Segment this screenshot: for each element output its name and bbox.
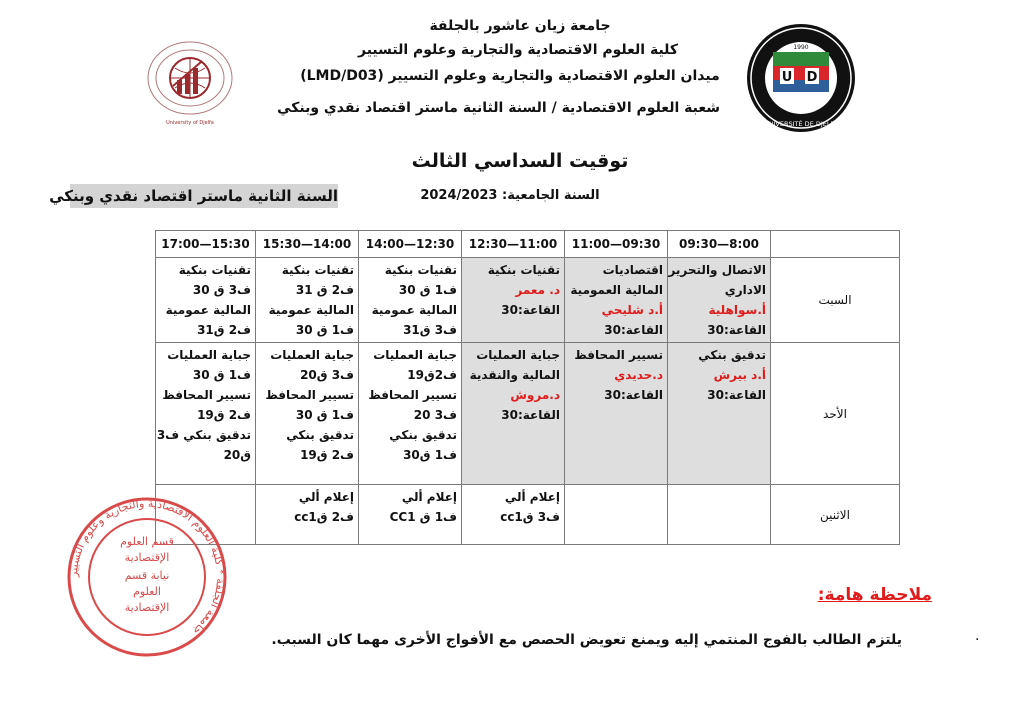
cell-line: إعلام ألي — [401, 490, 457, 504]
cell-line: ف2 قcc1 — [294, 510, 354, 524]
time-slot-header: 11:00—12:30 — [462, 231, 565, 258]
schedule-cell — [256, 343, 359, 485]
svg-text:الإقتصادية: الإقتصادية — [124, 601, 170, 614]
table-row — [156, 343, 900, 485]
cell-line: الاداري — [724, 283, 766, 297]
cell-line: المالية والنقدية — [469, 368, 560, 382]
cell-line: ف3 ق31 — [403, 323, 457, 337]
instructor-name: أ.سواهلية — [708, 303, 766, 317]
svg-text:جامعة الجلفة * كلية العلوم الا: جامعة الجلفة * كلية العلوم الاقتصادية والتجارية وعلوم التسيير — [66, 496, 228, 638]
instructor-name: د. معمر — [515, 283, 560, 297]
day-cell: السبت — [771, 258, 900, 343]
schedule-cell — [359, 258, 462, 343]
cell-line: تسيير المحافظ — [162, 388, 251, 402]
svg-text:العلوم: العلوم — [133, 585, 161, 598]
cohort-label: السنة الثانية ماستر اقتصاد نقدي وبنكي — [70, 184, 338, 208]
time-slot-header: 15:30—17:00 — [156, 231, 256, 258]
day-column-header — [771, 231, 900, 258]
schedule-cell — [565, 258, 668, 343]
cell-line: ف2 ق 31 — [295, 283, 354, 297]
schedule-cell — [462, 485, 565, 545]
cell-line: ف1 ق CC1 — [389, 510, 457, 524]
cell-line: القاعة:30 — [501, 303, 560, 317]
schedule-cell — [565, 343, 668, 485]
day-cell: الاثنين — [771, 485, 900, 545]
cell-line: القاعة:30 — [707, 388, 766, 402]
time-slot-header: 14:00—15:30 — [256, 231, 359, 258]
schedule-cell — [359, 485, 462, 545]
cell-line: ف1 ق 30 — [295, 323, 354, 337]
field-name: ميدان العلوم الاقتصادية والتجارية وعلوم التسيير (LMD/D03) — [300, 68, 720, 84]
svg-text:U: U — [781, 70, 793, 85]
schedule-cell — [462, 343, 565, 485]
faculty-name: كلية العلوم الاقتصادية والتجارية وعلوم التسيير — [357, 42, 679, 58]
schedule-cell — [156, 343, 256, 485]
instructor-name: أ.د شليحي — [601, 303, 663, 317]
cell-line: إعلام ألي — [504, 490, 560, 504]
table-header-row — [156, 231, 900, 258]
cell-line: تسيير المحافظ — [265, 388, 354, 402]
time-slot-header: 09:30—11:00 — [565, 231, 668, 258]
note-text: يلتزم الطالب بالفوج المنتمي إليه ويمنع تعويض الحصص مع الأفواج الأخرى مهما كان السبب. — [271, 632, 902, 648]
svg-text:الإقتصادية: الإقتصادية — [124, 551, 170, 564]
university-name: جامعة زيان عاشور بالجلفة — [429, 18, 611, 34]
cell-line: تسيير المحافظ — [574, 348, 663, 362]
cell-line: تدقيق بنكي — [698, 348, 766, 362]
schedule-cell — [256, 258, 359, 343]
schedule-table — [155, 230, 900, 545]
schedule-cell — [668, 343, 771, 485]
branch-name: شعبة العلوم الاقتصادية / السنة الثانية ماستر اقتصاد نقدي وبنكي — [277, 100, 720, 116]
schedule-cell — [668, 485, 771, 545]
cell-line: جباية العمليات — [476, 348, 560, 362]
cell-line: تقنيات بنكية — [487, 263, 560, 277]
page-title: توقيت السداسي الثالث — [411, 150, 629, 172]
time-slot-header: 12:30—14:00 — [359, 231, 462, 258]
cell-line: تقنيات بنكية — [384, 263, 457, 277]
faculty-logo — [135, 38, 245, 130]
day-cell: الأحد — [771, 343, 900, 485]
cell-line: تدقيق بنكي ف3 — [156, 428, 251, 442]
cell-line: ف3 ق 30 — [192, 283, 251, 297]
cell-line: تدقيق بنكي — [286, 428, 354, 442]
cell-line: القاعة:30 — [604, 323, 663, 337]
schedule-cell — [359, 343, 462, 485]
instructor-name: د.مروش — [510, 388, 560, 402]
cell-line: ف1 ق 30 — [398, 283, 457, 297]
university-logo — [745, 22, 857, 134]
cell-line: المالية عمومية — [371, 303, 457, 317]
schedule-cell — [565, 485, 668, 545]
cell-line: ف1 ق 30 — [295, 408, 354, 422]
table-row — [156, 258, 900, 343]
schedule-cell — [256, 485, 359, 545]
svg-text:UNIVERSITÉ DE DJELFA: UNIVERSITÉ DE DJELFA — [763, 120, 839, 128]
svg-text:1990: 1990 — [793, 44, 809, 51]
svg-text:قسم العلوم: قسم العلوم — [120, 535, 174, 548]
cell-line: تدقيق بنكي — [389, 428, 457, 442]
cell-line: اقتصاديات — [602, 263, 663, 277]
svg-text:D: D — [806, 70, 818, 85]
cell-line: ف2 ق19 — [300, 448, 354, 462]
cell-line: جباية العمليات — [167, 348, 251, 362]
cell-line: القاعة:30 — [707, 323, 766, 337]
schedule-cell — [462, 258, 565, 343]
cell-line: جباية العمليات — [373, 348, 457, 362]
time-slot-header: 8:00—09:30 — [668, 231, 771, 258]
cell-line: ف1 ق30 — [403, 448, 457, 462]
cell-line: ف1 ق 30 — [192, 368, 251, 382]
cell-line: إعلام ألي — [298, 490, 354, 504]
cell-line: ف3 20 — [413, 408, 457, 422]
cell-line: المالية عمومية — [268, 303, 354, 317]
instructor-name: أ.د بيرش — [713, 368, 766, 382]
cell-line: المالية العمومية — [570, 283, 663, 297]
cell-line: تسيير المحافظ — [368, 388, 457, 402]
svg-text:University of Djelfa: University of Djelfa — [166, 120, 214, 126]
department-stamp — [62, 495, 232, 660]
note-title: ملاحظة هامة: — [817, 585, 932, 605]
cell-line: ف2ق19 — [407, 368, 457, 382]
cell-line: المالية عمومية — [165, 303, 251, 317]
svg-text:نيابة قسم: نيابة قسم — [124, 569, 170, 582]
cell-line: ق20 — [223, 448, 251, 462]
cell-line: جباية العمليات — [270, 348, 354, 362]
table-row — [156, 485, 900, 545]
schedule-cell — [156, 258, 256, 343]
cell-line: القاعة:30 — [501, 408, 560, 422]
cell-line: القاعة:30 — [604, 388, 663, 402]
cell-line: ف3 قcc1 — [500, 510, 560, 524]
cell-line: ف3 ق20 — [300, 368, 354, 382]
cell-line: ف2 ق19 — [197, 408, 251, 422]
academic-year: السنة الجامعية: 2024/2023 — [420, 188, 600, 203]
cell-line: ف2 ق31 — [197, 323, 251, 337]
cell-line: تقنيات بنكية — [281, 263, 354, 277]
instructor-name: د.حديدي — [614, 368, 663, 382]
cell-line: تقنيات بنكية — [178, 263, 251, 277]
schedule-cell — [668, 258, 771, 343]
note-bullet: . — [975, 628, 980, 644]
cell-line: الاتصال والتحرير — [668, 263, 766, 277]
